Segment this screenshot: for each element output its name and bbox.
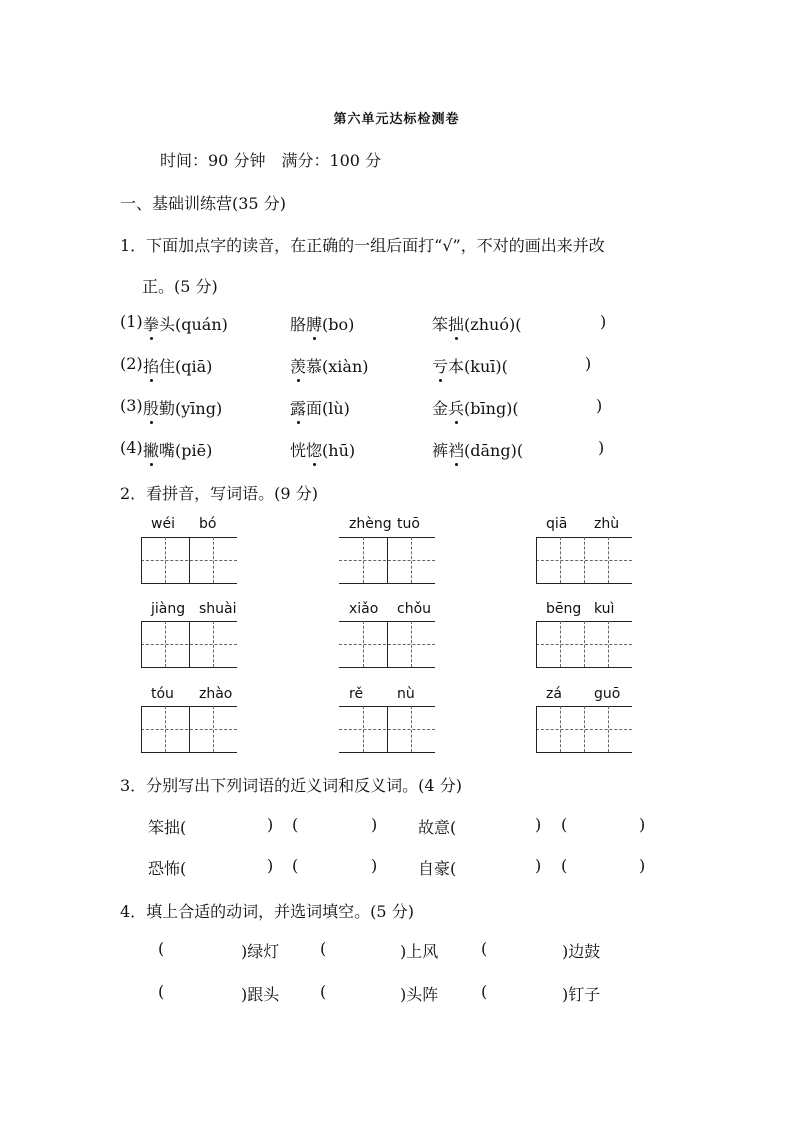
q3-bracket-close: ) — [639, 856, 646, 875]
pinyin-label: rě — [349, 686, 364, 702]
q3-word: 笨拙( — [148, 818, 187, 837]
q1-word-a — [143, 354, 212, 377]
grid-line — [584, 621, 585, 667]
q1-line1: 1．下面加点字的读音，在正确的一组后面打“√”，不对的画出来并改 — [120, 236, 605, 255]
writing-grid[interactable] — [536, 706, 632, 752]
pinyin-label: kuì — [594, 601, 615, 617]
writing-grid[interactable] — [141, 537, 237, 583]
pinyin-label: nù — [397, 686, 415, 702]
q1-answer-close: ) — [585, 354, 592, 373]
grid-line — [141, 583, 237, 584]
q1-word-c — [432, 354, 508, 377]
q1-word-post: (dāng)( — [464, 441, 524, 460]
grid-line — [608, 537, 609, 583]
pinyin-label: shuài — [199, 601, 237, 617]
q4-bracket-open: ( — [481, 939, 488, 958]
pinyin-label: bó — [199, 516, 217, 532]
grid-line — [411, 537, 412, 583]
q4-phrase: )头阵 — [400, 985, 439, 1004]
q4-bracket-open: ( — [481, 982, 488, 1001]
q1-word-post: 慕(xiàn) — [306, 357, 369, 376]
q1-word-a — [143, 312, 228, 335]
section-heading: 一、基础训练营(35 分) — [120, 194, 286, 213]
q1-word-b — [290, 438, 355, 461]
q1-word-c — [432, 312, 521, 335]
q3-word: 自豪( — [418, 859, 457, 878]
q1-answer-close: ) — [600, 312, 607, 331]
pinyin-label: qiā — [546, 516, 568, 532]
grid-line — [189, 621, 190, 667]
grid-line — [141, 706, 142, 752]
q4-phrase: )上风 — [400, 942, 439, 961]
grid-line — [584, 537, 585, 583]
q1-word-post: 面(lù) — [306, 399, 350, 418]
writing-grid[interactable] — [141, 621, 237, 667]
q1-answer-close: ) — [598, 438, 605, 457]
q1-word-post: 勤(yīng) — [159, 399, 223, 418]
grid-line — [608, 621, 609, 667]
grid-line — [584, 706, 585, 752]
grid-line — [363, 537, 364, 583]
q3-heading: 3．分别写出下列词语的近义词和反义词。(4 分) — [120, 776, 462, 795]
q1-dotted-char: 膊 — [306, 312, 322, 335]
grid-line — [536, 583, 632, 584]
q1-word-post: 住(qiā) — [159, 357, 213, 376]
grid-line — [363, 706, 364, 752]
q3-bracket-close: ) — [371, 815, 378, 834]
q3-bracket-close: ) — [639, 815, 646, 834]
q3-bracket-close: ) — [267, 856, 274, 875]
q1-word-post: (zhuó)( — [464, 315, 522, 334]
grid-line — [189, 537, 190, 583]
q1-word-a — [143, 438, 212, 461]
grid-line — [141, 621, 142, 667]
grid-line — [339, 752, 435, 753]
writing-grid[interactable] — [339, 537, 435, 583]
grid-line — [536, 752, 632, 753]
q4-bracket-open: ( — [320, 939, 327, 958]
q4-bracket-open: ( — [158, 982, 165, 1001]
pinyin-label: zhào — [199, 686, 233, 702]
grid-line — [363, 621, 364, 667]
grid-line — [411, 706, 412, 752]
grid-line — [339, 667, 435, 668]
grid-line — [387, 621, 388, 667]
grid-line — [141, 752, 237, 753]
pinyin-label: chǒu — [397, 601, 432, 617]
q3-bracket-open: ( — [292, 815, 299, 834]
pinyin-label: zhèng — [349, 516, 392, 532]
q1-dotted-char: 兵 — [448, 396, 464, 419]
pinyin-label: zá — [546, 686, 562, 702]
grid-line — [141, 667, 237, 668]
q1-word-b — [290, 354, 369, 377]
q4-heading: 4．填上合适的动词，并选词填空。(5 分) — [120, 902, 414, 921]
q1-word-post: (bīng)( — [464, 399, 519, 418]
q1-word-pre: 裤 — [432, 441, 449, 460]
pinyin-label: guō — [594, 686, 621, 702]
writing-grid[interactable] — [536, 621, 632, 667]
grid-line — [411, 621, 412, 667]
q1-word-pre: 胳 — [290, 315, 307, 334]
q1-dotted-char: 惚 — [306, 438, 322, 461]
q1-dotted-char: 羡 — [290, 354, 306, 377]
q3-bracket-close: ) — [267, 815, 274, 834]
q1-dotted-char: 裆 — [448, 438, 464, 461]
grid-line — [536, 667, 632, 668]
q1-word-c — [432, 438, 523, 461]
pinyin-label: zhù — [594, 516, 620, 532]
q3-bracket-open: ( — [292, 856, 299, 875]
grid-line — [387, 537, 388, 583]
q1-dotted-char: 掐 — [143, 354, 159, 377]
q1-word-post: (bo) — [322, 315, 355, 334]
grid-line — [560, 537, 561, 583]
grid-line — [213, 537, 214, 583]
q3-bracket-open: ( — [561, 856, 568, 875]
q1-word-pre: 金 — [432, 399, 449, 418]
grid-line — [608, 706, 609, 752]
q1-answer-close: ) — [596, 396, 603, 415]
q1-line2: 正。(5 分) — [142, 277, 218, 296]
q1-item-number: (1) — [120, 312, 143, 331]
pinyin-label: tuō — [397, 516, 420, 532]
q3-word: 故意( — [418, 818, 457, 837]
q1-item-number: (4) — [120, 438, 143, 457]
q4-phrase: )钉子 — [562, 985, 601, 1004]
q4-phrase: )边鼓 — [562, 942, 601, 961]
grid-line — [141, 537, 142, 583]
q1-word-pre: 笨 — [432, 315, 449, 334]
q1-word-post: 本(kuī)( — [448, 357, 508, 376]
q1-word-post: 头(quán) — [159, 315, 228, 334]
grid-line — [165, 706, 166, 752]
q1-dotted-char: 亏 — [432, 354, 448, 377]
q3-bracket-close: ) — [371, 856, 378, 875]
pinyin-label: tóu — [151, 686, 174, 702]
q1-word-pre: 恍 — [290, 441, 307, 460]
grid-line — [536, 706, 537, 752]
q1-word-b — [290, 396, 350, 419]
q4-bracket-open: ( — [158, 939, 165, 958]
q1-item-number: (3) — [120, 396, 143, 415]
q4-phrase: )跟头 — [241, 985, 280, 1004]
q2-heading: 2．看拼音，写词语。(9 分) — [120, 484, 318, 503]
q1-word-a — [143, 396, 222, 419]
q1-word-c — [432, 396, 519, 419]
grid-line — [560, 621, 561, 667]
writing-grid[interactable] — [339, 621, 435, 667]
grid-line — [387, 706, 388, 752]
q1-item-number: (2) — [120, 354, 143, 373]
q1-word-post: (hū) — [322, 441, 356, 460]
exam-meta: 时间：90 分钟 满分：100 分 — [160, 151, 382, 170]
q1-dotted-char: 殷 — [143, 396, 159, 419]
q3-bracket-close: ) — [535, 856, 542, 875]
grid-line — [536, 537, 537, 583]
grid-line — [560, 706, 561, 752]
writing-grid[interactable] — [339, 706, 435, 752]
q1-word-b — [290, 312, 354, 335]
writing-grid[interactable] — [141, 706, 237, 752]
grid-line — [213, 706, 214, 752]
q1-word-post: 嘴(piē) — [159, 441, 213, 460]
grid-line — [189, 706, 190, 752]
writing-grid[interactable] — [536, 537, 632, 583]
q1-dotted-char: 撇 — [143, 438, 159, 461]
page-title: 第六单元达标检测卷 — [333, 112, 460, 127]
q1-dotted-char: 拳 — [143, 312, 159, 335]
pinyin-label: wéi — [151, 516, 175, 532]
grid-line — [165, 621, 166, 667]
q1-dotted-char: 露 — [290, 396, 306, 419]
grid-line — [536, 621, 537, 667]
pinyin-label: bēng — [546, 601, 582, 617]
q3-bracket-open: ( — [561, 815, 568, 834]
pinyin-label: xiǎo — [349, 601, 379, 617]
q1-dotted-char: 拙 — [448, 312, 464, 335]
grid-line — [213, 621, 214, 667]
pinyin-label: jiàng — [151, 601, 186, 617]
grid-line — [165, 537, 166, 583]
q4-phrase: )绿灯 — [241, 942, 280, 961]
grid-line — [339, 583, 435, 584]
q4-bracket-open: ( — [320, 982, 327, 1001]
q3-bracket-close: ) — [535, 815, 542, 834]
q3-word: 恐怖( — [148, 859, 187, 878]
